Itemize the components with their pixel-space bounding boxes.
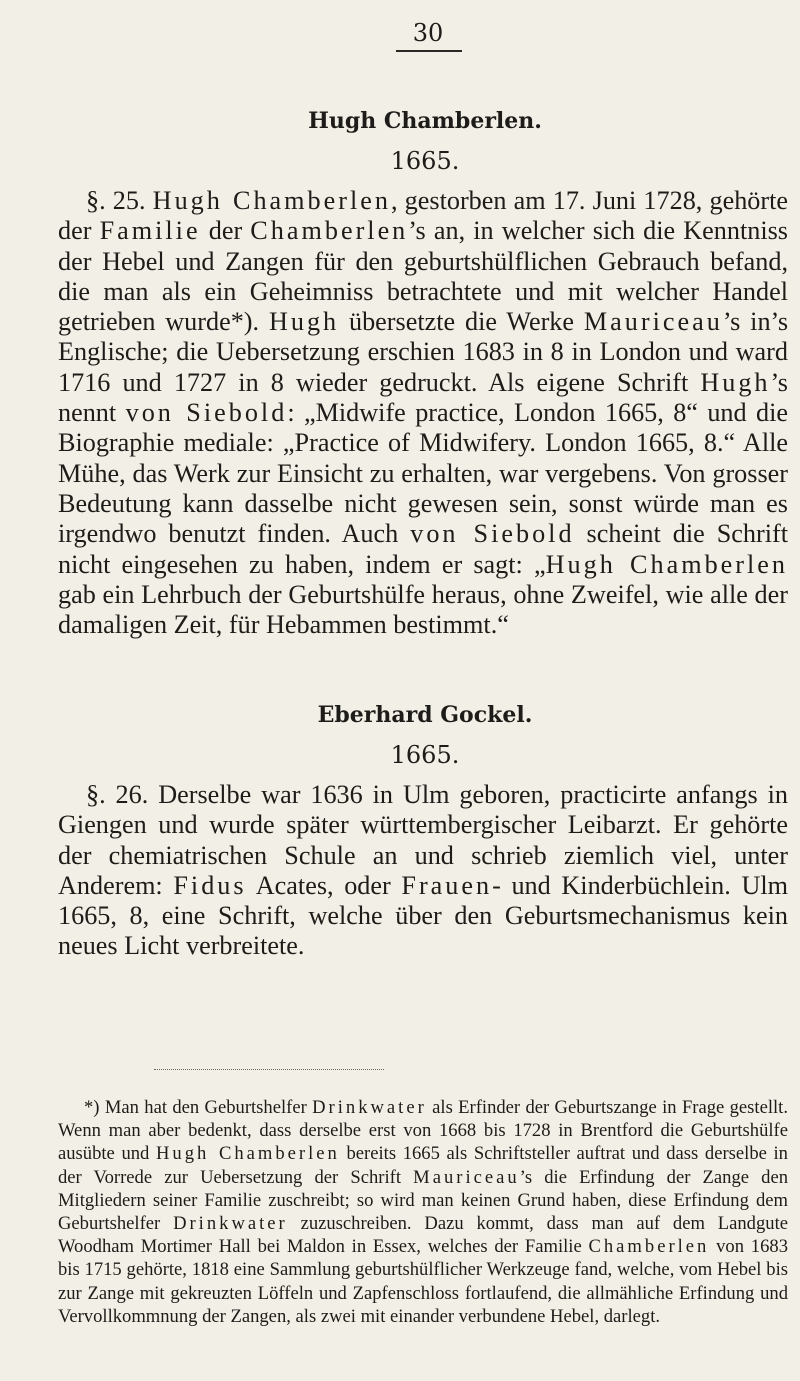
text-run: : „Midwife practice, London 1665, 8“ und die Biographie mediale: „Practice of Midwifery. London 1665, 8.“ Alle Mühe, das Werk zur Einsicht zu erhalten, war vergebens. Von grosser Bedeutung kann dasselbe nicht gewesen sein, sonst würde man es irgendwo benutzt finden. Auch (58, 398, 789, 549)
text-run: §. 25. (86, 186, 153, 215)
text-run: Acates, oder (246, 870, 402, 900)
text-run: - und Kinderbüchlein. Ulm 1665, 8, eine Schrift, welche über den Geburtsmechanismus kein neues Licht verbreitete. (58, 870, 789, 961)
paragraph-26 (58, 780, 788, 962)
text-run: zuzuschreiben. Dazu kommt, dass man auf dem Landgute Woodham Mortimer Hall bei Maldon in Essex, welches der Familie (58, 1213, 788, 1258)
text-run: von 1683 bis 1715 gehörte, 1818 eine Sammlung geburtshülflicher Werkzeuge fand, welche, vom Hebel bis zur Zange mit gekreuzten Löffeln und Zapfenschloss fortlaufend, die allmähliche Erfindung und Vervollkommnung der Zangen, als zwei mit einander verbundene Hebel, darlegt. (58, 1236, 788, 1327)
spaced-name: Hugh (700, 367, 771, 397)
text-run: bereits 1665 als Schriftsteller auftrat und dass derselbe in der Vorrede zur Uebersetzung der Schrift (58, 1143, 788, 1188)
text-run: ’s nennt (58, 367, 788, 428)
text-run: ’s an, in welcher sich die Kenntniss der Hebel und Zangen für den geburtshülflichen Gebrauch befand, die man als ein Geheimniss betrachtete und mit welcher Handel getrieben wurde*). (58, 216, 788, 337)
text-run: ’s in’s Englische; die Uebersetzung erschien 1683 in 8 in London und ward 1716 und 1727 in 8 wieder gedruckt. Als eigene Schrift (58, 307, 789, 397)
page-number: 30 (412, 19, 444, 47)
footnote-text (58, 1096, 788, 1328)
spaced-name: Fidus (173, 870, 247, 900)
text-run: *) Man hat den Geburtshelfer (84, 1097, 313, 1118)
spaced-name: Hugh Chamberlen (152, 186, 391, 215)
section-heading-gockel: Eberhard Gockel. (317, 702, 533, 728)
spaced-name: Familie (99, 216, 201, 246)
text-run: als Erfinder der Geburtszange in Frage gestellt. Wenn man aber bedenkt, dass derselbe erst von 1668 bis 1728 in Brentford die Geburtshülfe ausübte und (58, 1097, 788, 1165)
section-year-gockel: 1665. (390, 741, 460, 769)
spaced-name: von Siebold (410, 519, 575, 549)
spaced-name: Chamberlen (250, 216, 409, 246)
text-run: , gestorben am 17. Juni 1728, gehörte der (58, 186, 789, 246)
spaced-name: Chamberlen (588, 1236, 710, 1258)
section-body-chamberlen (58, 186, 788, 640)
text-run: scheint die Schrift nicht eingesehen zu haben, indem er sagt: „ (58, 519, 788, 579)
section-body-gockel (58, 780, 788, 962)
text-run: übersetzte die Werke (339, 307, 584, 337)
spaced-name: Frauen (401, 870, 493, 900)
spaced-name: Drinkwater (312, 1097, 427, 1118)
spaced-name: Hugh Chamberlen (545, 549, 788, 579)
text-run: ’s die Erfindung der Zange den Mitgliedern seiner Familie zuschreibt; so wird man keinen Grund haben, diese Erfindung dem Geburtshelfer (58, 1166, 789, 1235)
spaced-name: Mauriceau (413, 1166, 520, 1188)
paragraph-25 (58, 186, 788, 640)
spaced-name: von Siebold (125, 398, 288, 428)
text-run: gab ein Lehrbuch der Geburtshülfe heraus, ohne Zweifel, wie alle der damaligen Zeit, für Hebammen bestimmt.“ (58, 579, 788, 640)
spaced-name: Mauriceau (583, 307, 723, 337)
spaced-name: Drinkwater (173, 1213, 288, 1235)
page-number-rule (396, 50, 462, 52)
text-run: §. 26. Derselbe war 1636 in Ulm geboren, practicirte anfangs in Giengen und wurde später württembergischer Leibarzt. Er gehörte der chemiatrischen Schule an und schrieb ziemlich viel, unter Anderem: (58, 780, 788, 900)
footnote-separator (154, 1069, 384, 1070)
spaced-name: Hugh (268, 307, 340, 337)
spaced-name: Hugh Chamberlen (156, 1143, 340, 1165)
book-page (58, 18, 792, 1373)
section-year-chamberlen: 1665. (390, 147, 460, 175)
text-run: der (200, 216, 251, 246)
section-heading-chamberlen: Hugh Chamberlen. (308, 108, 542, 134)
footnote (58, 1096, 788, 1328)
